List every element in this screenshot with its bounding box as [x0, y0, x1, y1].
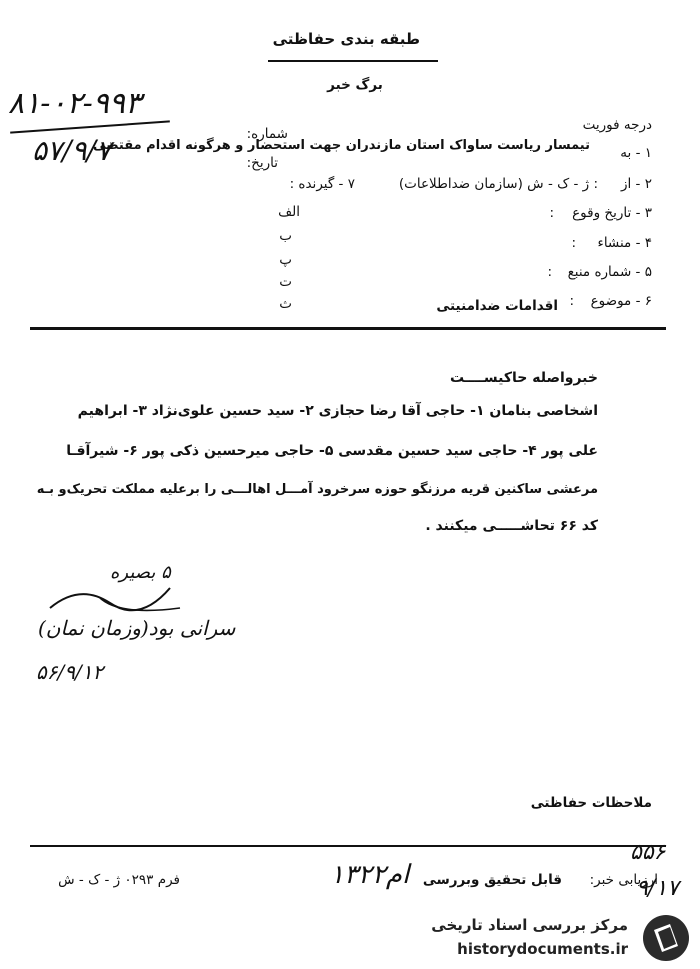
security-notes-label: ملاحظات حفاظتی — [530, 795, 652, 811]
report-line-1: اشخاصی بنامان ۱- حاجی آقا رضا حجازی ۲- سید حسین علوی‌نژاد ۳- ابراهیم — [77, 403, 598, 419]
handwritten-right-date: ۹/۱۷ — [636, 876, 679, 901]
recipient-alef: الف — [278, 204, 300, 220]
watermark — [412, 910, 696, 966]
handwritten-right-note: ۵۵۶ — [630, 840, 666, 865]
number-label: شماره: — [246, 126, 288, 142]
handwritten-signature-name: سرانی بود(وزمان نمان) — [38, 616, 236, 640]
footer-divider — [30, 845, 666, 847]
date-label: تاریخ: — [246, 155, 278, 171]
evaluation-value: قابل تحقیق وبررسی — [422, 872, 562, 888]
handwritten-underline — [10, 120, 170, 133]
recipient-se: ث — [279, 296, 292, 312]
priority-label: درجه فوریت — [582, 117, 652, 133]
form-code: فرم ۰۲۹۳ ژ - ک - ش — [58, 872, 180, 888]
field-event-date-label: ۳ - تاریخ وقوع — [572, 205, 652, 221]
handwritten-bottom-number: ۱۳۲۲ام — [330, 860, 410, 890]
handwritten-signature-number: ۵ بصیره — [110, 562, 171, 583]
field-subject-label: ۶ - موضوع — [590, 293, 652, 309]
field-origin-colon: : — [571, 235, 576, 251]
field-from-label: ۲ - از — [621, 176, 652, 192]
handwritten-date: ۵۷/۹/۷ — [32, 134, 112, 167]
field-source-number-colon: : — [547, 264, 552, 280]
field-subject-value: اقدامات ضدامنیتی — [436, 298, 558, 314]
header-divider — [268, 60, 438, 62]
recipient-te: ت — [279, 274, 292, 290]
recipient-be: ب — [279, 228, 292, 244]
field-source-number-label: ۵ - شماره منبع — [567, 264, 652, 280]
field-from-value: : ژ - ک - ش (سازمان ضداطلاعات) — [398, 176, 598, 192]
field-to-value: تیمسار ریاست ساواک استان مازندران جهت استحضار و هرگونه اقدام مقتضی — [92, 138, 590, 153]
watermark-url: historydocuments.ir — [457, 940, 628, 958]
main-divider — [30, 327, 666, 330]
report-line-3: مرعشی ساکنین قریه مرزنگو حوزه سرخرود آمـــل اهالـــی را برعلیه مملکت تحریک‌و بـه — [36, 482, 598, 497]
archive-logo-icon — [640, 912, 692, 964]
handwritten-reference-number: ۸۱-۰۲-۹۹۳ — [8, 86, 142, 121]
field-subject-colon: : — [569, 293, 574, 309]
report-line-2: علی پور ۴- حاجی سید حسین مقدسی ۵- حاجی میرحسین ذکی پور ۶- شیرآقـا — [66, 443, 598, 459]
recipient-label: ۷ - گیرنده : — [289, 176, 355, 192]
report-line-4: کد ۶۶ تحاشـــــی میکنند . — [425, 518, 598, 534]
watermark-title: مرکز بررسی اسناد تاریخی — [431, 916, 628, 934]
form-title: برگ خبر — [327, 77, 383, 93]
field-event-date-colon: : — [549, 205, 554, 221]
field-to-label: ۱ - به — [620, 145, 652, 161]
classification-label: طبقه بندی حفاظتی — [272, 30, 420, 48]
signature-scribble-icon — [40, 578, 190, 618]
evaluation-label: ارزیابی خبر: — [589, 872, 658, 888]
handwritten-signature-date: ۵۶/۹/۱۲ — [36, 660, 104, 684]
report-heading: خبرواصله حاکیســــت — [449, 370, 598, 386]
recipient-pe: پ — [279, 252, 292, 268]
field-origin-label: ۴ - منشاء — [597, 235, 652, 251]
